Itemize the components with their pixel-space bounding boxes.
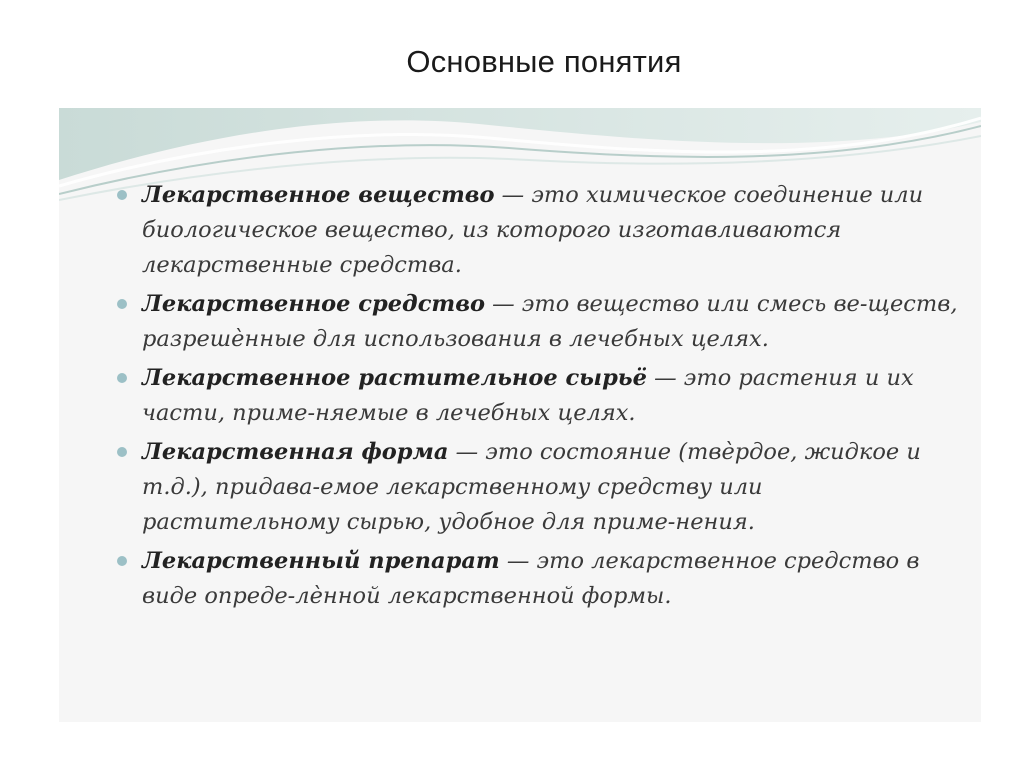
list-item: [115, 435, 965, 540]
term: Лекарственный препарат: [142, 548, 500, 574]
bullet-icon: [117, 190, 127, 200]
definition: — это состояние (твѐрдое, жидкое и т.д.), придава-емое лекарственному средству или растительному сырью, удобное для приме-нения.: [142, 439, 921, 535]
term: Лекарственное растительное сырьё: [142, 365, 647, 391]
slide-content-image: [59, 108, 981, 722]
definition: — это химическое соединение или биологическое вещество, из которого изготавливаются лекарственные средства.: [142, 182, 924, 278]
list-item: [115, 178, 965, 283]
definition: — это лекарственное средство в виде опреде-лѐнной лекарственной формы.: [142, 548, 920, 609]
bullet-icon: [117, 373, 127, 383]
bullet-icon: [117, 447, 127, 457]
definition: — это растения и их части, приме-няемые в лечебных целях.: [142, 365, 914, 426]
term: Лекарственное средство: [142, 291, 485, 317]
list-item: [115, 287, 965, 357]
bullet-icon: [117, 299, 127, 309]
slide-title: Основные понятия: [406, 44, 682, 79]
list-item: [115, 361, 965, 431]
bullet-icon: [117, 556, 127, 566]
definitions-list: [115, 178, 965, 618]
term: Лекарственное вещество: [142, 182, 495, 208]
definition: — это вещество или смесь ве-ществ, разрешѐнные для использования в лечебных целях.: [142, 291, 958, 352]
list-item: [115, 544, 965, 614]
term: Лекарственная форма: [142, 439, 449, 465]
